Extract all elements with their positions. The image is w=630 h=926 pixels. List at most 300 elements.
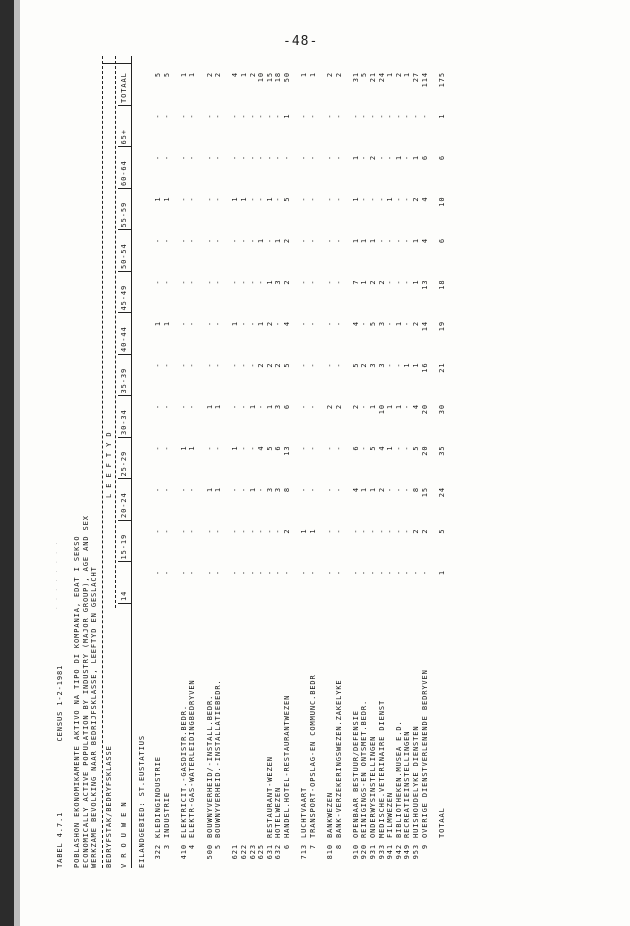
table-cell: 1: [248, 404, 257, 410]
column-header: 45-49: [120, 284, 128, 311]
table-row: [386, 56, 394, 868]
table-cell: 3: [265, 487, 274, 493]
table-cell: -: [377, 528, 386, 534]
table-cell: -: [386, 487, 395, 493]
table-cell: -: [308, 570, 317, 576]
table-cell: 2: [283, 279, 291, 285]
row-label: ONDERWYSINSTELLINGEN: [369, 735, 377, 838]
table-cell: 2: [248, 72, 257, 78]
table-cell: 1: [188, 72, 197, 78]
table-cell: -: [300, 404, 309, 410]
table-cell: -: [394, 445, 403, 451]
table-cell: 4: [420, 238, 429, 244]
table-cell: 1: [386, 404, 395, 410]
row-code: 632: [274, 844, 283, 860]
column-separator: [118, 437, 131, 438]
table-cell: 16: [420, 362, 429, 373]
table-cell: -: [326, 155, 334, 161]
row-label: ELEKTR-GAS-WATERLEIDINGBEDRYVEN: [188, 679, 197, 838]
table-cell: 6: [420, 155, 429, 161]
table-cell: 1: [162, 321, 171, 327]
row-label: MEDISCHE.VETERINAIRE DIENST: [377, 699, 386, 838]
table-cell: -: [214, 113, 223, 119]
table-cell: -: [162, 113, 171, 119]
table-cell: 2: [265, 362, 274, 368]
table-cell: -: [300, 321, 309, 327]
table-cell: -: [394, 528, 403, 534]
table-cell: 5: [351, 362, 360, 368]
table-cell: 20: [420, 445, 429, 456]
table-cell: 13: [283, 445, 291, 456]
table-cell: 27: [412, 72, 420, 83]
table-cell: -: [394, 487, 403, 493]
table-cell: -: [394, 113, 403, 119]
table-cell: 2: [326, 404, 334, 410]
table-cell: -: [162, 238, 171, 244]
table-cell: -: [394, 279, 403, 285]
table-row: [163, 56, 171, 868]
table-row: [438, 56, 446, 868]
column-header: 15-19: [120, 533, 128, 560]
table-cell: -: [240, 238, 248, 244]
table-cell: -: [205, 113, 214, 119]
table-cell: -: [154, 404, 162, 410]
table-cell: -: [231, 570, 240, 576]
table-cell: -: [360, 196, 369, 202]
table-cell: -: [265, 528, 274, 534]
table-row: [352, 56, 360, 868]
table-cell: -: [360, 528, 369, 534]
table-cell: 4: [231, 72, 240, 78]
table-cell: -: [214, 155, 223, 161]
table-cell: 1: [386, 196, 395, 202]
table-cell: -: [265, 155, 274, 161]
table-cell: 5: [437, 528, 446, 534]
table-row: [171, 56, 179, 868]
table-cell: 18: [274, 72, 283, 83]
column-header: 60-64: [120, 160, 128, 186]
table-row: [206, 56, 214, 868]
table-cell: -: [334, 155, 343, 161]
title-line-3: WERKZAME BEVOLKING NAAR BEDRIJFSKLASSE, LEEFTYD EN GESLACHT: [90, 566, 99, 868]
table-row: [421, 56, 429, 868]
table-cell: -: [308, 445, 317, 451]
rotated-table: [56, 48, 446, 868]
row-code: 910: [351, 844, 360, 860]
row-label: FILMWEZEN: [386, 791, 395, 838]
table-cell: 2: [257, 362, 266, 368]
table-cell: -: [334, 445, 343, 451]
table-cell: -: [248, 570, 257, 576]
table-cell: -: [386, 362, 395, 368]
table-cell: -: [248, 113, 257, 119]
table-cell: -: [154, 570, 162, 576]
table-cell: -: [403, 113, 412, 119]
column-separator: [118, 354, 131, 355]
row-label: INDUSTRIE: [162, 791, 171, 838]
table-cell: 1: [214, 487, 223, 493]
table-cell: -: [326, 238, 334, 244]
table-cell: -: [326, 113, 334, 119]
table-cell: -: [205, 155, 214, 161]
table-cell: 1: [351, 238, 360, 244]
table-cell: -: [248, 528, 257, 534]
table-cell: 1: [188, 445, 197, 451]
table-cell: -: [179, 238, 188, 244]
table-cell: -: [326, 445, 334, 451]
table-cell: -: [240, 570, 248, 576]
table-cell: 1: [412, 238, 420, 244]
table-cell: 1: [308, 72, 317, 78]
table-cell: -: [231, 279, 240, 285]
table-census: CENSUS 1-2-1981: [56, 664, 64, 742]
column-header: 25-29: [120, 450, 128, 477]
table-cell: 1: [283, 113, 291, 119]
table-cell: 10: [437, 196, 446, 207]
table-cell: -: [377, 196, 386, 202]
table-cell: 3: [377, 362, 386, 368]
table-cell: -: [162, 487, 171, 493]
table-cell: -: [154, 238, 162, 244]
table-cell: 1: [248, 487, 257, 493]
table-cell: 1: [231, 321, 240, 327]
row-code: 953: [412, 844, 420, 860]
table-cell: 7: [351, 279, 360, 285]
row-code: 949: [403, 844, 412, 860]
rule-header-bottom: [131, 56, 132, 868]
table-cell: -: [240, 487, 248, 493]
table-cell: -: [377, 113, 386, 119]
table-cell: -: [403, 279, 412, 285]
table-cell: -: [240, 528, 248, 534]
table-cell: -: [179, 404, 188, 410]
column-separator: [102, 64, 131, 65]
table-cell: -: [179, 196, 188, 202]
table-cell: -: [326, 196, 334, 202]
table-cell: -: [300, 570, 309, 576]
table-cell: 4: [420, 196, 429, 202]
table-row: [360, 56, 368, 868]
table-cell: 35: [437, 445, 446, 456]
table-cell: -: [231, 238, 240, 244]
table-cell: 1: [386, 445, 395, 451]
table-cell: -: [257, 155, 266, 161]
table-cell: -: [274, 528, 283, 534]
row-label: LUCHTVAART: [300, 786, 309, 838]
table-row: [429, 56, 437, 868]
table-cell: -: [179, 528, 188, 534]
table-cell: 3: [274, 487, 283, 493]
table-cell: 2: [283, 528, 291, 534]
table-cell: -: [214, 279, 223, 285]
table-cell: -: [420, 570, 429, 576]
table-cell: 2: [274, 362, 283, 368]
rule-mid: [115, 56, 116, 608]
table-cell: 4: [257, 445, 266, 451]
row-label: OVERIGE DIENSTVERLENENDE BEDRYVEN: [420, 669, 429, 838]
table-cell: -: [308, 155, 317, 161]
column-header: 50-54: [120, 243, 128, 269]
table-row: [257, 56, 265, 868]
table-cell: -: [188, 487, 197, 493]
table-cell: -: [248, 155, 257, 161]
column-separator: [118, 313, 131, 314]
table-cell: 1: [162, 196, 171, 202]
column-header: 40-44: [120, 326, 128, 352]
table-row: [317, 56, 325, 868]
column-separator: [118, 479, 131, 480]
table-row: [326, 56, 334, 868]
table-cell: 1: [231, 445, 240, 451]
row-code: 621: [231, 844, 240, 860]
table-cell: -: [360, 570, 369, 576]
table-cell: -: [179, 279, 188, 285]
table-cell: -: [231, 528, 240, 534]
table-cell: 1: [265, 404, 274, 410]
table-cell: 31: [351, 72, 360, 83]
table-cell: 4: [351, 487, 360, 493]
table-cell: -: [265, 238, 274, 244]
table-cell: -: [248, 238, 257, 244]
table-cell: -: [179, 570, 188, 576]
table-cell: -: [369, 113, 377, 119]
table-cell: -: [179, 487, 188, 493]
table-cell: 8: [412, 487, 420, 493]
table-cell: 1: [179, 445, 188, 451]
scan-binding-edge: [0, 0, 14, 926]
table-cell: -: [394, 238, 403, 244]
table-cell: 50: [283, 72, 291, 83]
table-cell: -: [214, 196, 223, 202]
table-cell: -: [162, 155, 171, 161]
table-cell: 2: [351, 404, 360, 410]
column-header: 65+: [120, 129, 128, 145]
row-code: 931: [369, 844, 377, 860]
table-row: [395, 56, 403, 868]
table-cell: -: [154, 362, 162, 368]
table-cell: 2: [265, 321, 274, 327]
table-cell: -: [360, 321, 369, 327]
table-cell: 1: [394, 404, 403, 410]
table-cell: -: [257, 279, 266, 285]
table-cell: 2: [394, 72, 403, 78]
table-cell: -: [386, 279, 395, 285]
table-cell: 1: [437, 570, 446, 576]
table-cell: -: [179, 362, 188, 368]
table-cell: -: [326, 570, 334, 576]
table-cell: -: [154, 487, 162, 493]
row-code: 933: [377, 844, 386, 860]
table-cell: -: [386, 113, 395, 119]
table-cell: -: [412, 113, 420, 119]
table-cell: -: [274, 321, 283, 327]
row-label: RECREATIEINSTELLINGEN: [403, 730, 412, 838]
table-cell: 1: [274, 238, 283, 244]
table-row: [274, 56, 282, 868]
table-cell: 1: [369, 238, 377, 244]
table-cell: -: [188, 404, 197, 410]
table-cell: -: [369, 196, 377, 202]
leeftyd-label: L E E F T Y D: [105, 431, 113, 498]
table-cell: -: [308, 487, 317, 493]
table-cell: -: [377, 155, 386, 161]
table-cell: 6: [283, 404, 291, 410]
table-cell: -: [403, 570, 412, 576]
table-cell: -: [334, 238, 343, 244]
table-cell: -: [308, 196, 317, 202]
row-code: 500: [205, 844, 214, 860]
row-code: 810: [326, 844, 334, 860]
table-cell: -: [300, 487, 309, 493]
table-cell: -: [214, 362, 223, 368]
table-cell: -: [154, 528, 162, 534]
row-label: BOUWNYVERHEID.-INSTALLATIEBEDR.: [214, 679, 223, 838]
table-cell: 114: [420, 72, 429, 88]
table-cell: -: [188, 113, 197, 119]
table-cell: -: [308, 279, 317, 285]
rule-top: [102, 56, 103, 868]
table-cell: 1: [265, 279, 274, 285]
table-cell: -: [283, 570, 291, 576]
table-row: [180, 56, 188, 868]
table-cell: -: [274, 570, 283, 576]
table-cell: -: [240, 279, 248, 285]
row-label: REINIGINGS-EN ONTSMET.BEDR.: [360, 699, 369, 838]
table-cell: 24: [377, 72, 386, 83]
table-cell: -: [214, 238, 223, 244]
table-cell: 1: [154, 196, 162, 202]
table-row: [214, 56, 222, 868]
table-cell: 4: [412, 404, 420, 410]
row-label: KLEDINGINDUSTRIE: [154, 756, 162, 838]
table-row: [197, 56, 205, 868]
column-header: 35-39: [120, 367, 128, 394]
row-code: 9: [420, 844, 429, 850]
table-cell: 13: [420, 279, 429, 290]
row-label: BIBLIOTHEKEN.MUSEA E.D.: [394, 720, 403, 838]
table-cell: 1: [214, 404, 223, 410]
column-separator: [118, 520, 131, 521]
table-cell: 5: [265, 445, 274, 451]
table-cell: -: [162, 445, 171, 451]
table-cell: 6: [437, 238, 446, 244]
table-cell: 1: [412, 362, 420, 368]
table-cell: 20: [420, 404, 429, 415]
row-code: 322: [154, 844, 162, 860]
table-cell: -: [188, 155, 197, 161]
table-cell: -: [283, 155, 291, 161]
table-cell: -: [369, 570, 377, 576]
table-row: [300, 56, 308, 868]
row-code: 623: [248, 844, 257, 860]
table-cell: -: [231, 155, 240, 161]
table-cell: -: [214, 445, 223, 451]
table-cell: 18: [437, 279, 446, 290]
column-header: 14: [120, 590, 128, 601]
table-row: [283, 56, 291, 868]
table-row: [369, 56, 377, 868]
table-cell: 1: [437, 113, 446, 119]
table-cell: -: [231, 362, 240, 368]
table-cell: -: [334, 321, 343, 327]
table-cell: -: [300, 155, 309, 161]
table-cell: -: [308, 238, 317, 244]
row-code: 941: [386, 844, 395, 860]
table-cell: 6: [437, 155, 446, 161]
row-label: BANKWEZEN: [326, 791, 334, 838]
row-code: 7: [308, 844, 317, 850]
table-cell: 10: [377, 404, 386, 415]
table-cell: 21: [369, 72, 377, 83]
table-cell: -: [205, 321, 214, 327]
table-cell: 1: [360, 238, 369, 244]
table-cell: 1: [386, 72, 395, 78]
table-row: [378, 56, 386, 868]
table-cell: -: [162, 404, 171, 410]
table-row: [343, 56, 351, 868]
table-cell: -: [257, 487, 266, 493]
table-cell: 4: [351, 321, 360, 327]
table-cell: -: [257, 528, 266, 534]
table-cell: -: [188, 238, 197, 244]
table-cell: -: [308, 404, 317, 410]
table-cell: 3: [274, 279, 283, 285]
page-number: -48-: [283, 34, 319, 49]
table-cell: 21: [437, 362, 446, 373]
table-cell: -: [300, 279, 309, 285]
table-cell: 1: [360, 279, 369, 285]
row-code: 920: [360, 844, 369, 860]
table-cell: -: [162, 528, 171, 534]
table-cell: -: [248, 321, 257, 327]
table-cell: 1: [403, 362, 412, 368]
column-separator: [118, 188, 131, 189]
table-cell: 5: [360, 72, 369, 78]
row-label: TOTAAL: [437, 807, 446, 838]
table-cell: 5: [162, 72, 171, 78]
table-cell: -: [162, 279, 171, 285]
table-cell: -: [386, 570, 395, 576]
table-cell: -: [257, 113, 266, 119]
table-cell: -: [403, 487, 412, 493]
table-cell: -: [248, 279, 257, 285]
table-cell: -: [265, 570, 274, 576]
column-separator: [118, 230, 131, 231]
row-code: 6: [283, 844, 291, 850]
table-row: [335, 56, 343, 868]
row-code: 942: [394, 844, 403, 860]
table-cell: -: [257, 404, 266, 410]
table-cell: -: [326, 321, 334, 327]
table-cell: -: [162, 570, 171, 576]
table-cell: -: [240, 362, 248, 368]
table-row: [249, 56, 257, 868]
table-cell: 3: [377, 321, 386, 327]
table-cell: 15: [265, 72, 274, 83]
table-cell: -: [300, 238, 309, 244]
table-cell: -: [248, 362, 257, 368]
table-cell: 5: [412, 445, 420, 451]
table-cell: -: [188, 279, 197, 285]
column-header: 20-24: [120, 492, 128, 518]
table-cell: 1: [179, 72, 188, 78]
table-cell: 2: [369, 155, 377, 161]
row-code: 8: [334, 844, 343, 850]
table-cell: -: [386, 528, 395, 534]
table-cell: -: [205, 279, 214, 285]
table-cell: 19: [437, 321, 446, 332]
table-cell: -: [274, 155, 283, 161]
